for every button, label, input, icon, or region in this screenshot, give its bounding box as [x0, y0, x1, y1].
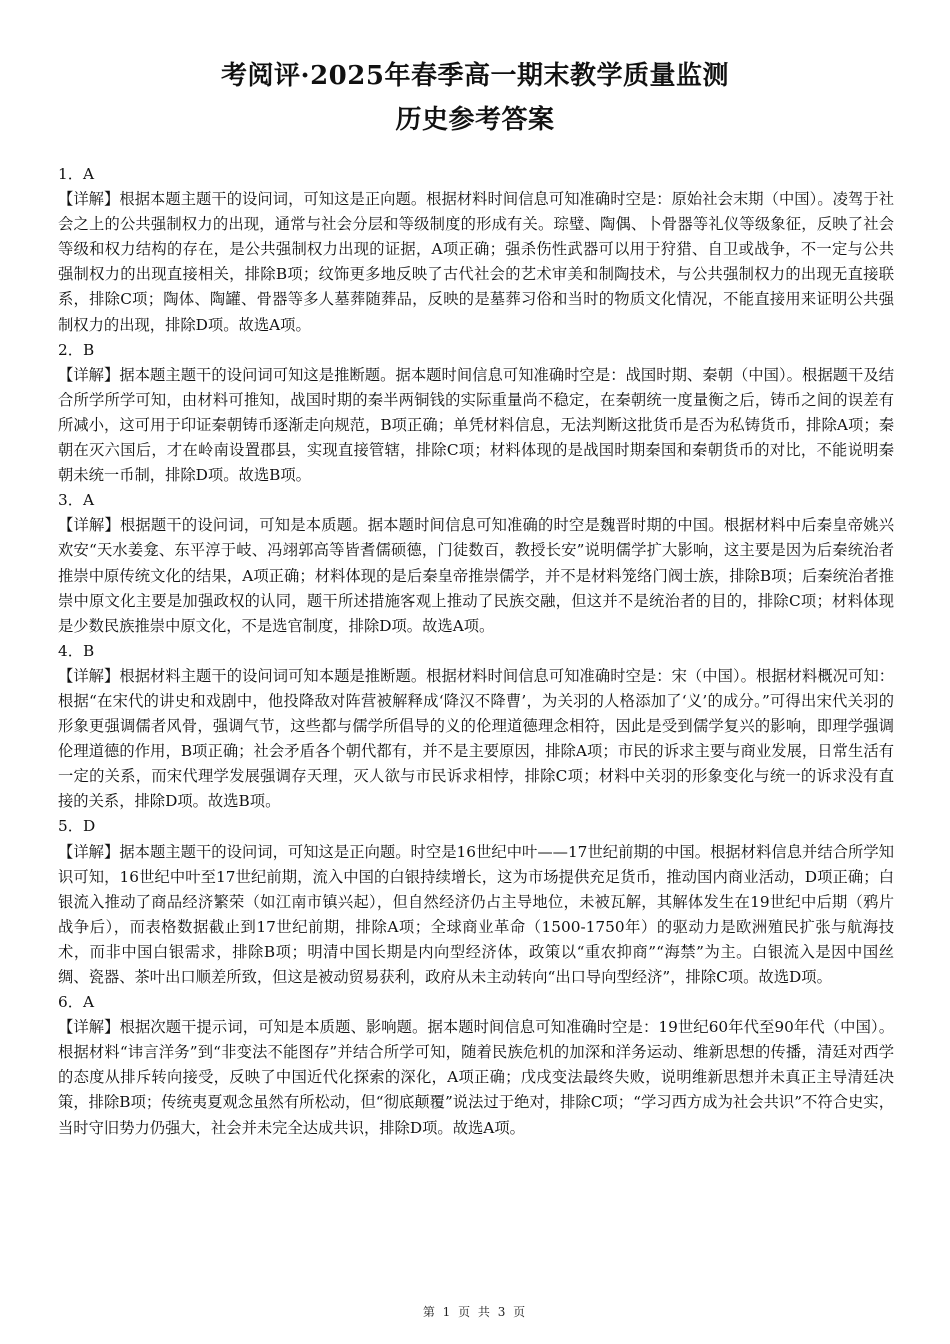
answer-item-4	[58, 639, 894, 815]
answer-item-5	[58, 814, 894, 990]
answer-item-3	[58, 488, 894, 639]
page-footer: 第 1 页 共 3 页	[422, 1305, 528, 1319]
page-title: 考阅评·2025年春季高一期末教学质量监测	[221, 61, 729, 91]
page-subtitle: 历史参考答案	[395, 105, 555, 135]
answer-explanation: 【详解】根据题干的设问词，可知是本质题。据本题时间信息可知准确的时空是魏晋时期的中国。根据材料中后秦皇帝姚兴欢安“天水姜龛、东平淳于岐、冯翊郭高等皆耆儒硕德，门徒数百，教授长安”说明儒学扩大影响，这主要是因为后秦统治者推崇中原传统文化的结果，A项正确；材料体现的是后秦皇帝推崇儒学，并不是材料笼络门阀士族，排除B项；后秦统治者推崇中原文化主要是加强政权的认同，题干所述措施客观上推动了民族交融，但这并不是统治者的目的，排除C项；材料体现是少数民族推崇中原文化，不是选官制度，排除D项。故选A项。	[58, 516, 894, 635]
answer-explanation: 【详解】根据次题干提示词，可知是本质题、影响题。据本题时间信息可知准确时空是：19世纪60年代至90年代（中国）。根据材料“讳言洋务”到“非变法不能图存”并结合所学可知，随着民族危机的加深和洋务运动、维新思想的传播，清廷对西学的态度从排斥转向接受，反映了中国近代化探索的深化，A项正确；戊戌变法最终失败，说明维新思想并未真正主导清廷决策，排除B项；传统夷夏观念虽然有所松动，但“彻底颠覆”说法过于绝对，排除C项；“学习西方成为社会共识”不符合史实，当时守旧势力仍强大，社会并未完全达成共识，排除D项。故选A项。	[58, 1018, 894, 1137]
question-number: 4．B	[58, 641, 95, 660]
question-number: 2．B	[58, 340, 95, 359]
question-number: 6．A	[58, 993, 95, 1012]
answer-explanation: 【详解】根据材料主题干的设问词可知本题是推断题。根据材料时间信息可知准确时空是：宋（中国）。根据材料概况可知：根据“在宋代的讲史和戏剧中，他投降敌对阵营被解释成‘降汉不降曹’，为关羽的人格添加了‘义’的成分。”可得出宋代关羽的形象更强调儒者风骨，强调气节，这些都与儒学所倡导的义的伦理道德理念相符，因此是受到儒学复兴的影响，即理学强调伦理道德的作用，B项正确；社会矛盾各个朝代都有，并不是主要原因，排除A项；市民的诉求主要与商业发展，日常生活有一定的关系，而宋代理学发展强调存天理，灭人欲与市民诉求相悖，排除C项；材料中关羽的形象变化与统一的诉求没有直接的关系，排除D项。故选B项。	[58, 666, 894, 811]
question-number: 3．A	[58, 491, 95, 510]
question-number: 5．D	[58, 817, 96, 836]
answer-explanation: 【详解】据本题主题干的设问词，可知这是正向题。时空是16世纪中叶——17世纪前期的中国。根据材料信息并结合所学知识可知，16世纪中叶至17世纪前期，流入中国的白银持续增长，这为市场提供充足货币，推动国内商业活动，D项正确；白银流入推动了商品经济繁荣（如江南市镇兴起），但自然经济仍占主导地位，未被瓦解，其解体发生在19世纪中后期（鸦片战争后），而表格数据截止到17世纪前期，排除A项；全球商业革命（1500-1750年）的驱动力是欧洲殖民扩张与航海技术，而非中国白银需求，排除B项；明清中国长期是内向型经济体，政策以“重农抑商”“海禁”为主。白银流入是因中国丝绸、瓷器、茶叶出口顺差所致，但这是被动贸易获利，政府从未主动转向“出口导向型经济”，排除C项。故选D项。	[58, 842, 894, 986]
question-number: 1．A	[58, 165, 95, 183]
answer-item-2	[58, 338, 894, 489]
answer-item-6	[58, 990, 894, 1141]
answer-explanation: 【详解】根据本题主题干的设问词，可知这是正向题。根据材料时间信息可知准确时空是：原始社会末期（中国）。凌驾于社会之上的公共强制权力的出现，通常与社会分层和等级制度的形成有关。琮璧、陶偶、卜骨器等礼仪等级象征，反映了社会等级和权力结构的存在，是公共强制权力出现的证据，A项正确；强杀伤性武器可以用于狩猎、自卫或战争，不一定与公共强制权力的出现直接相关，排除B项；纹饰更多地反映了古代社会的艺术审美和制陶技术，与公共强制权力的出现无直接联系，排除C项；陶体、陶罐、骨器等多人墓葬随葬品，反映的是墓葬习俗和当时的物质文化情况，不能直接用来证明公共强制权力的出现，排除D项。故选A项。	[58, 190, 894, 334]
answer-item-1	[58, 162, 894, 338]
answer-explanation: 【详解】据本题主题干的设问词可知这是推断题。据本题时间信息可知准确时空是：战国时期、秦朝（中国）。根据题干及结合所学所学可知，由材料可推知，战国时期的秦半两铜钱的实际重量尚不稳定，在秦朝统一度量衡之后，铸币之间的误差有所减小，这可用于印证秦朝铸币逐渐走向规范，B项正确；单凭材料信息，无法判断这批货币是否为私铸货币，排除A项；秦朝在灭六国后，才在岭南设置郡县，实现直接管辖，排除C项；材料体现的是战国时期秦国和秦朝货币的对比，不能说明秦朝未统一币制，排除D项。故选B项。	[58, 365, 894, 485]
answer-list	[58, 162, 894, 1141]
